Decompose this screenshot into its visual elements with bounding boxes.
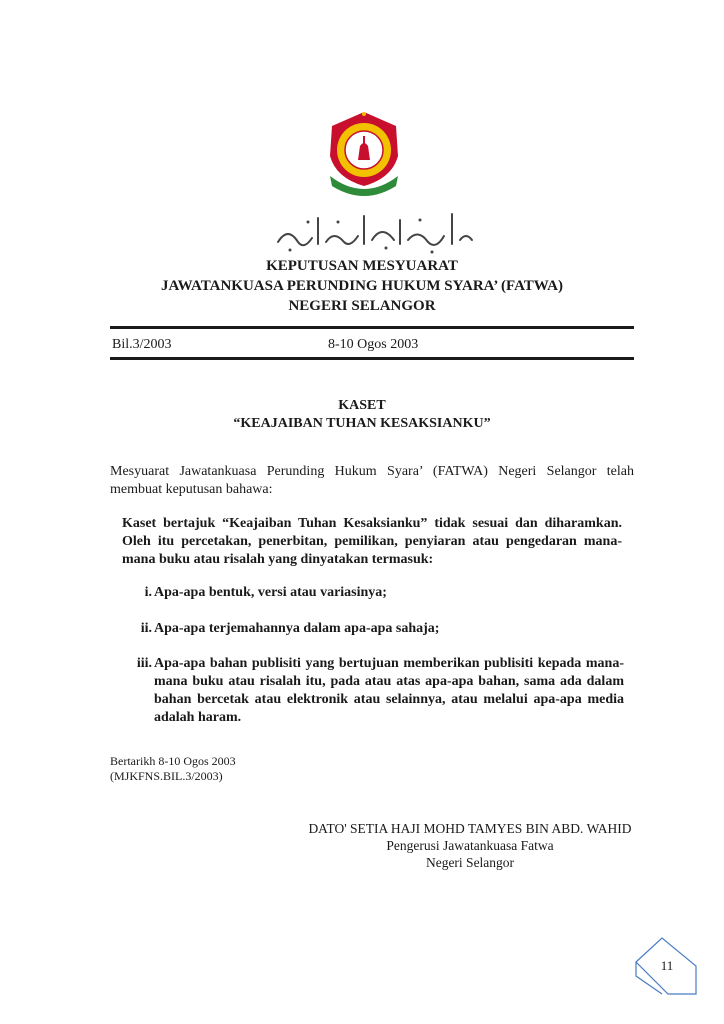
- list-item-text: Apa-apa bentuk, versi atau variasinya;: [154, 585, 387, 600]
- intro-paragraph: Mesyuarat Jawatankuasa Perunding Hukum Syara’ (FATWA) Negeri Selangor telah membuat keputusan bahawa:: [110, 464, 634, 497]
- reference-date: 8-10 Ogos 2003: [328, 337, 419, 352]
- bottom-rule: [110, 357, 634, 360]
- selangor-emblem-logo: [322, 106, 406, 204]
- signatory-name: DATO' SETIA HAJI MOHD TAMYES BIN ABD. WAHID: [308, 821, 632, 836]
- list-item-number: iii.: [136, 656, 152, 671]
- list-item-number: i.: [144, 585, 152, 600]
- list-item-text: Apa-apa terjemahannya dalam apa-apa sahaja;: [154, 621, 440, 636]
- list-item-text: Apa-apa bahan publisiti yang bertujuan memberikan publisiti kepada mana-mana buku atau risalah itu, pada atau atas apa-apa bahan, sama ada dalam bahan bercetak atau elektronik atau selainnya, atau melalui apa-apa media adalah haram.: [154, 656, 624, 725]
- reference-number: Bil.3/2003: [112, 337, 172, 352]
- header-line-1: KEPUTUSAN MESYUARAT: [266, 258, 458, 274]
- top-rule: [110, 326, 634, 329]
- jawi-calligraphy-logo: [268, 206, 476, 256]
- signatory-title: Pengerusi Jawatankuasa Fatwa: [386, 838, 554, 853]
- signatory-org: Negeri Selangor: [425, 855, 515, 870]
- reference-code: (MJKFNS.BIL.3/2003): [110, 769, 223, 783]
- list-item-number: ii.: [140, 621, 152, 636]
- dated-line: Bertarikh 8-10 Ogos 2003: [110, 754, 236, 768]
- subject-line-2: “KEAJAIBAN TUHAN KESAKSIANKU”: [233, 416, 491, 431]
- page-number-box: [634, 936, 698, 996]
- page-number: 11: [660, 958, 674, 973]
- subject-line-1: KASET: [338, 398, 386, 413]
- header-line-3: NEGERI SELANGOR: [288, 298, 436, 314]
- decision-paragraph: Kaset bertajuk “Keajaiban Tuhan Kesaksianku” tidak sesuai dan diharamkan. Oleh itu percetakan, penerbitan, pemilikan, penyiaran atau pengedaran mana-mana buku atau risalah yang dinyatakan termasuk:: [122, 516, 622, 567]
- header-line-2: JAWATANKUASA PERUNDING HUKUM SYARA’ (FATWA): [161, 278, 563, 294]
